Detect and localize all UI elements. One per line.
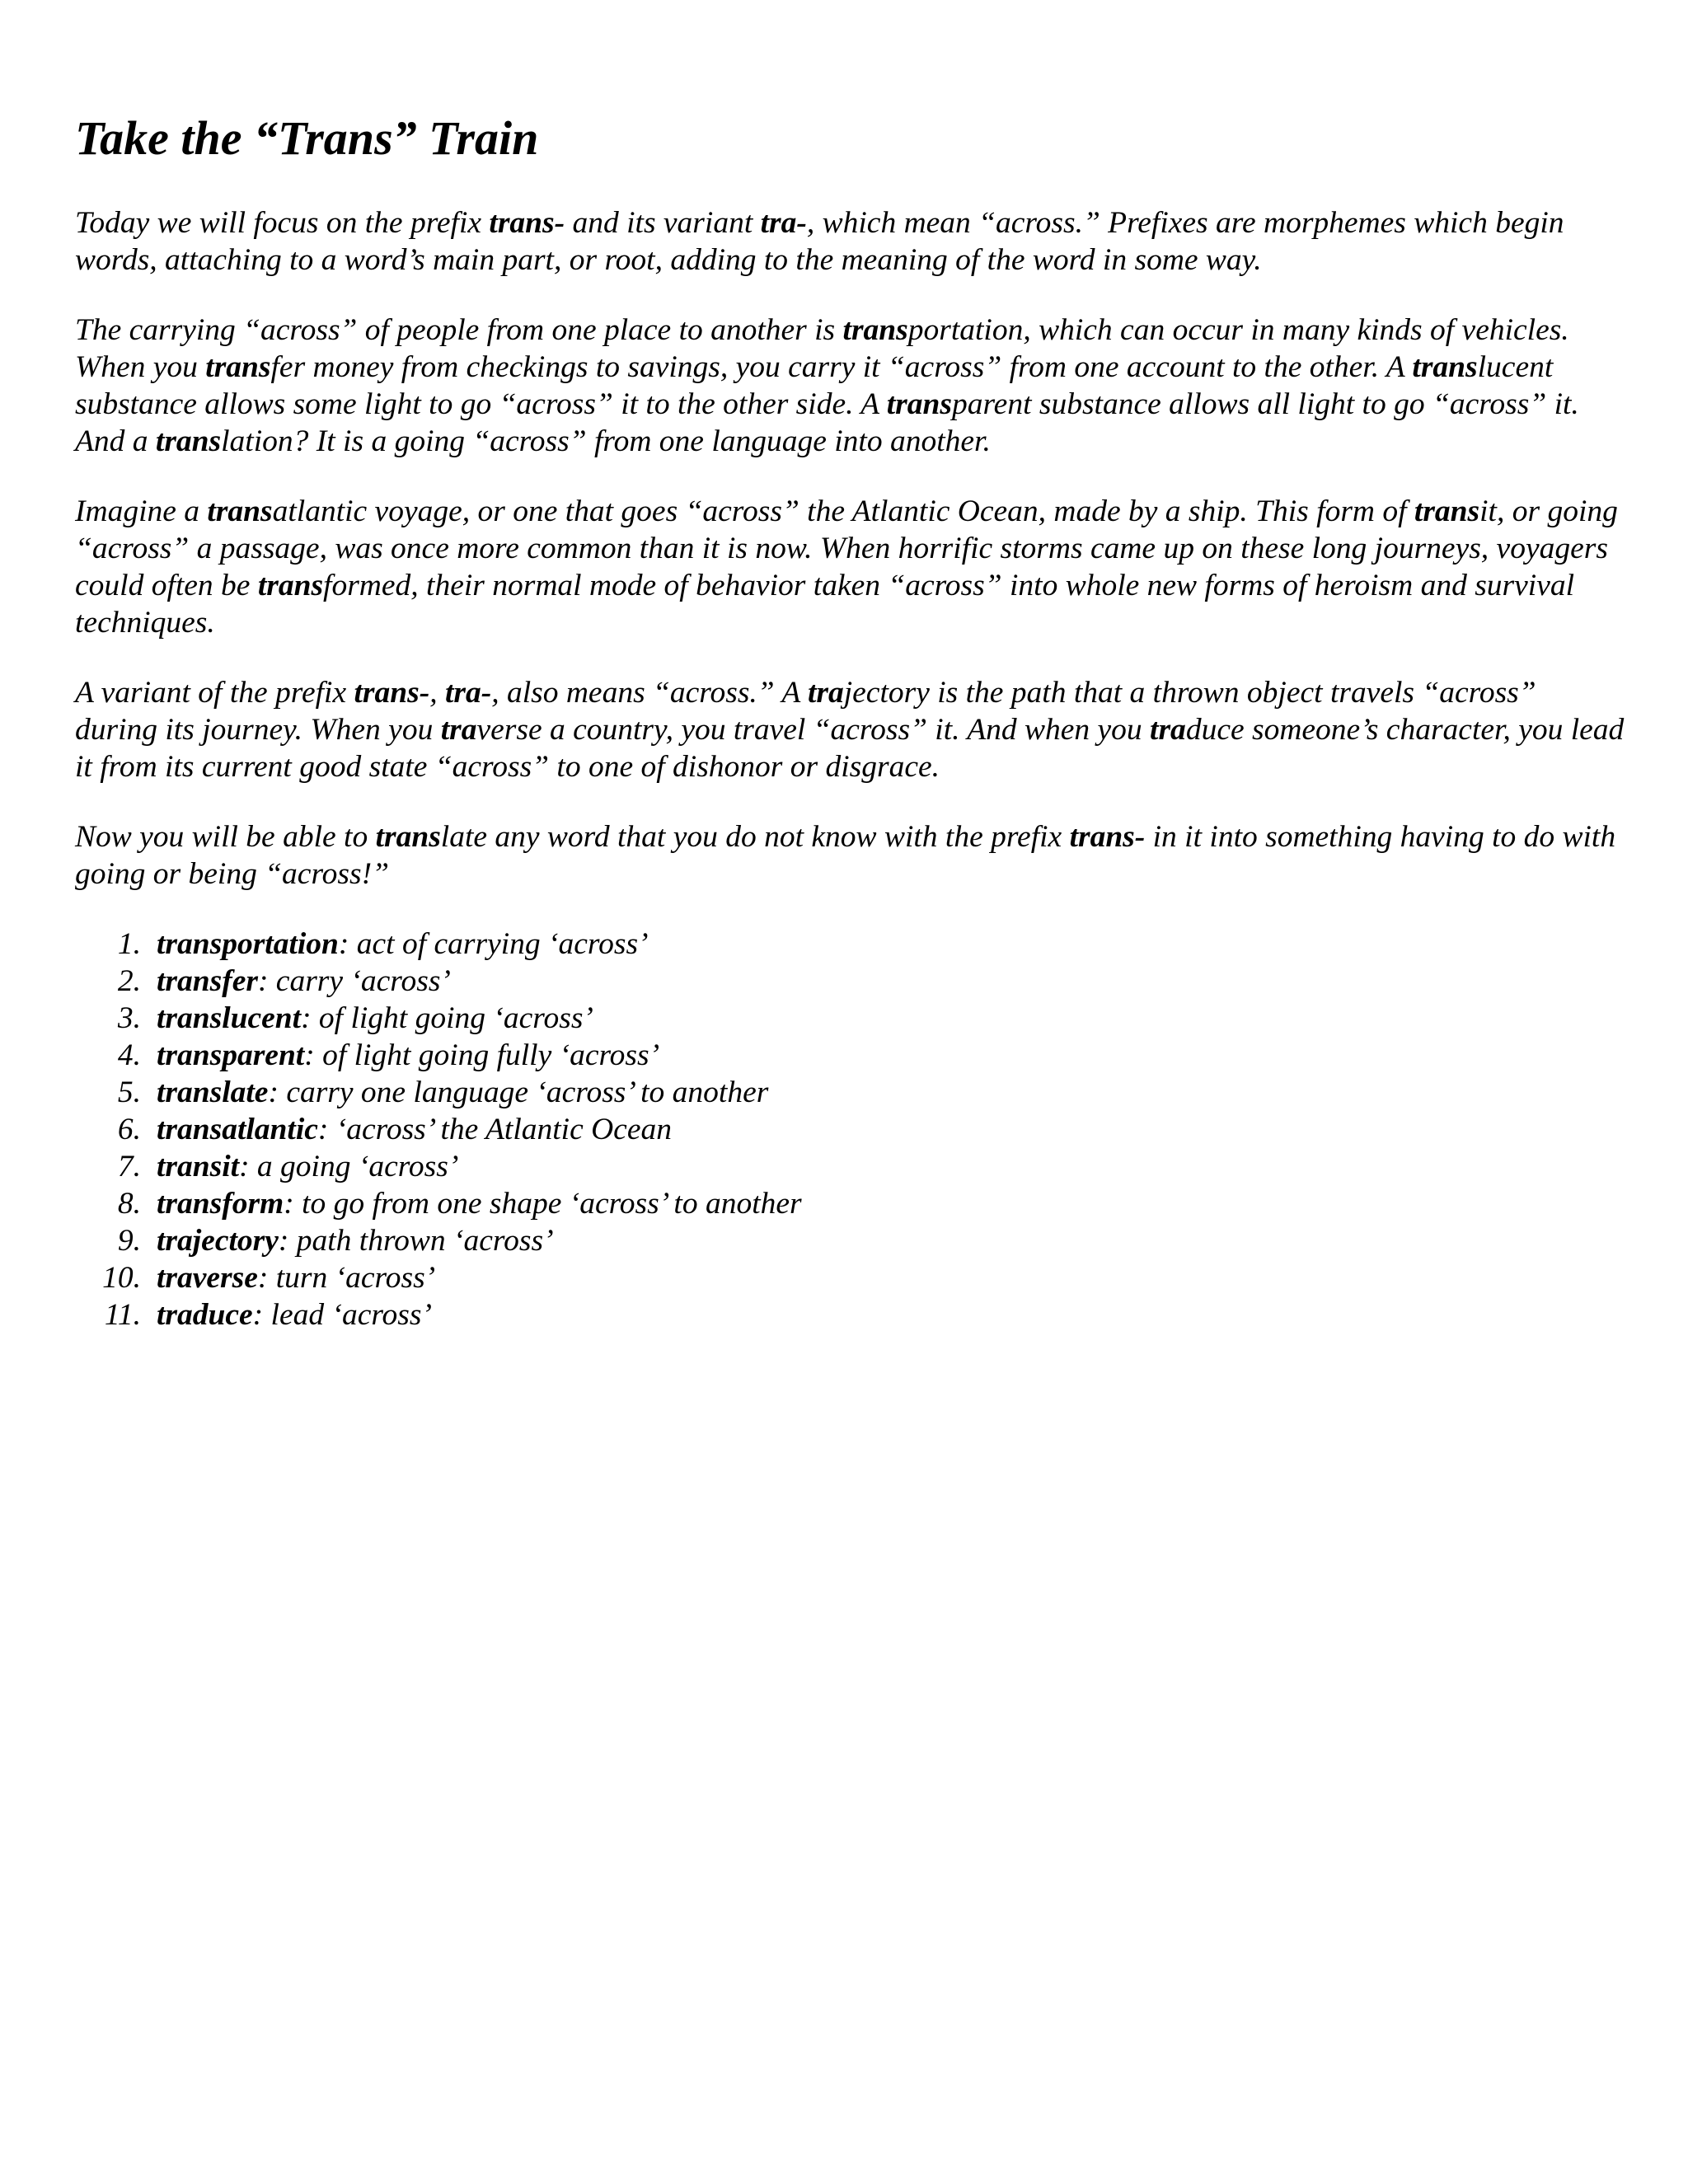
bold-fragment: tra <box>1150 713 1186 747</box>
vocabulary-list <box>75 926 1625 1333</box>
text-fragment: Now you will be able to <box>75 820 376 854</box>
bold-fragment: trans <box>1412 350 1478 384</box>
vocab-term: translate <box>157 1076 269 1109</box>
text-fragment: , also means “across.” A <box>491 676 808 710</box>
vocab-definition: : to go from one shape ‘across’ to another <box>284 1187 802 1221</box>
text-fragment: formed, their normal mode of behavior taken “across” into whole new forms of heroism and survival techniques. <box>75 569 1575 640</box>
list-number: 10. <box>102 1261 141 1295</box>
bold-fragment: trans <box>375 820 441 854</box>
vocab-definition: : carry ‘across’ <box>257 964 451 998</box>
bold-fragment: trans <box>842 313 908 347</box>
paragraph <box>75 818 1625 893</box>
vocab-term: transatlantic <box>157 1113 318 1146</box>
text-fragment: in it into something having to do with going or being “across!” <box>75 820 1616 891</box>
text-fragment: and its variant <box>565 206 761 240</box>
list-item <box>75 963 1625 1000</box>
list-number: 2. <box>117 964 141 998</box>
paragraph <box>75 312 1625 460</box>
vocab-definition: : of light going ‘across’ <box>301 1001 593 1035</box>
text-fragment: atlantic voyage, or one that goes “across” the Atlantic Ocean, made by a ship. This form of <box>272 494 1414 528</box>
vocab-term: transparent <box>157 1038 305 1072</box>
bold-fragment: trans <box>1414 494 1480 528</box>
bold-fragment: tra <box>440 713 477 747</box>
vocab-definition: : a going ‘across’ <box>239 1150 459 1183</box>
vocab-term: transportation <box>157 927 339 961</box>
bold-fragment: tra- <box>444 676 492 710</box>
text-fragment: verse a country, you travel “across” it. And when you <box>476 713 1151 747</box>
text-fragment: it, or going “across” a passage, was once more common than it is now. When horrific storms came up on these long journeys, voyagers could often be <box>75 494 1618 602</box>
list-item <box>75 1037 1625 1074</box>
vocab-definition: : ‘across’ the Atlantic Ocean <box>317 1113 672 1146</box>
bold-fragment: trans <box>205 350 271 384</box>
vocab-definition: : lead ‘across’ <box>252 1298 432 1332</box>
list-item <box>75 1111 1625 1148</box>
vocab-definition: : act of carrying ‘across’ <box>338 927 649 961</box>
text-fragment: Today we will focus on the prefix <box>75 206 490 240</box>
text-fragment: portation, which can occur in many kinds of vehicles. When you <box>75 313 1569 384</box>
text-fragment: A variant of the prefix <box>75 676 354 710</box>
list-number: 3. <box>117 1001 141 1035</box>
list-item <box>75 1296 1625 1333</box>
list-number: 8. <box>117 1187 141 1221</box>
bold-fragment: trans <box>155 424 222 458</box>
list-item <box>75 1259 1625 1296</box>
list-item <box>75 1000 1625 1037</box>
vocab-term: traverse <box>157 1261 258 1295</box>
text-fragment: Imagine a <box>75 494 208 528</box>
vocab-definition: : turn ‘across’ <box>257 1261 436 1295</box>
vocab-term: trajectory <box>157 1224 279 1258</box>
list-number: 6. <box>117 1113 141 1146</box>
list-number: 7. <box>117 1150 141 1183</box>
paragraph <box>75 493 1625 641</box>
bold-fragment: trans- <box>1069 820 1146 854</box>
bold-fragment: trans <box>257 569 324 602</box>
bold-fragment: tra- <box>760 206 807 240</box>
vocab-definition: : of light going fully ‘across’ <box>304 1038 660 1072</box>
paragraphs <box>75 204 1625 893</box>
document-body <box>75 204 1625 1333</box>
list-item <box>75 926 1625 963</box>
list-number: 5. <box>117 1076 141 1109</box>
text-fragment: parent substance allows all light to go “across” it. And a <box>75 387 1579 458</box>
text-fragment: , which mean “across.” Prefixes are morphemes which begin words, attaching to a word’s main part, or root, adding to the meaning of the word in some way. <box>75 206 1564 277</box>
list-number: 1. <box>117 927 141 961</box>
list-number: 4. <box>117 1038 141 1072</box>
text-fragment: lation? It is a going “across” from one language into another. <box>221 424 991 458</box>
list-item <box>75 1222 1625 1259</box>
list-item <box>75 1148 1625 1185</box>
text-fragment: lucent substance allows some light to go “across” it to the other side. A <box>75 350 1554 421</box>
bold-fragment: tra <box>807 676 844 710</box>
paragraph <box>75 204 1625 279</box>
list-item <box>75 1074 1625 1111</box>
vocab-term: transfer <box>157 964 258 998</box>
text-fragment: jectory is the path that a thrown object travels “across” during its journey. When you <box>75 676 1536 747</box>
list-number: 11. <box>104 1298 141 1332</box>
vocab-term: translucent <box>157 1001 302 1035</box>
vocab-term: transform <box>157 1187 284 1221</box>
vocab-definition: : path thrown ‘across’ <box>278 1224 554 1258</box>
page-title: Take the “Trans” Train <box>75 111 539 165</box>
list-number: 9. <box>117 1224 141 1258</box>
text-fragment: fer money from checkings to savings, you carry it “across” from one account to the other. A <box>270 350 1413 384</box>
bold-fragment: trans <box>207 494 273 528</box>
bold-fragment: trans- <box>354 676 430 710</box>
text-fragment: The carrying “across” of people from one place to another is <box>75 313 843 347</box>
text-fragment: duce someone’s character, you lead it from its current good state “across” to one of dishonor or disgrace. <box>75 713 1625 784</box>
list-item <box>75 1185 1625 1222</box>
vocab-definition: : carry one language ‘across’ to another <box>268 1076 769 1109</box>
vocab-term: transit <box>157 1150 240 1183</box>
vocab-term: traduce <box>157 1298 253 1332</box>
text-fragment: late any word that you do not know with the prefix <box>440 820 1070 854</box>
bold-fragment: trans- <box>489 206 565 240</box>
paragraph <box>75 674 1625 785</box>
text-fragment: , <box>429 676 445 710</box>
bold-fragment: trans <box>886 387 952 421</box>
